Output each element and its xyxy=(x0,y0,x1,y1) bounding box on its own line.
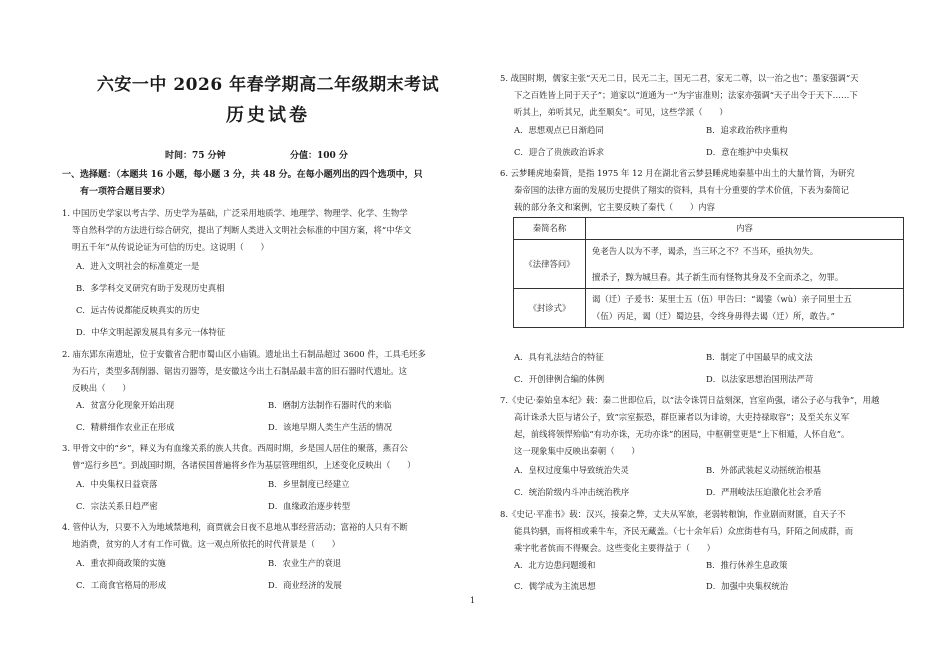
question-1 xyxy=(62,205,474,256)
option[interactable]: D．加强中央集权统治 xyxy=(706,581,789,591)
table-cell-content xyxy=(586,289,904,328)
option[interactable]: A．贫富分化现象开始出现 xyxy=(76,400,175,410)
table-cell-name: 《法律答问》 xyxy=(514,240,586,289)
question-line: 4. 管仲认为，只要不入为地域禁地利，商贾就会日夜不息地从事经营活动；富裕的人只有不断 xyxy=(62,522,408,532)
exam-score: 分值：100 分 xyxy=(290,151,348,161)
option[interactable]: B．追求政治秩序重构 xyxy=(706,125,788,135)
question-6 xyxy=(500,165,910,216)
table-cell-line: 谒（迁）子爰书：某里士五（伍）甲告曰：“谒鋈（wù）亲子同里士五 xyxy=(592,294,852,304)
section-heading xyxy=(62,167,474,201)
table-header-name: 秦简名称 xyxy=(514,218,586,240)
option[interactable]: A．北方边患问题缓和 xyxy=(514,560,596,570)
option[interactable]: C．儒学成为主流思想 xyxy=(514,581,596,591)
question-line: 乘字牝者傧而不得聚会。这些变化主要得益于（ ） xyxy=(514,543,715,553)
exam-title: 六安一中 2026 年春学期高二年级期末考试 xyxy=(96,75,440,95)
option[interactable]: A．进入文明社会的标准奠定一是 xyxy=(76,261,200,271)
table-cell-content xyxy=(586,240,904,289)
question-line: 明五千年”从传说论证为可信的历史。这说明（ ） xyxy=(72,242,269,252)
table-cell-line: 免老告人以为不孝，谒杀，当三环之不？不当环，亟执勿失。 xyxy=(592,246,819,256)
option[interactable]: A．思想观点已日渐趋同 xyxy=(514,125,604,135)
option[interactable]: C．宗法关系日趋严密 xyxy=(76,501,158,511)
question-line: 听其上，弟听其兄，此至顺矣”。可见，这些学派（ ） xyxy=(514,107,728,117)
table-cell-line: （伍）丙足，谒（迁）蜀边县，令终身毋得去谒（迁）所，敢告。” xyxy=(592,311,835,321)
question-line: 这一现象集中反映出秦朝（ ） xyxy=(514,446,640,456)
question-line: 高计诛杀大臣与诸公子，致“宗室振恐，群臣谏者以为诽谤，大吏持禄取容”；及至关东义军 xyxy=(514,412,850,422)
question-line: 为石片，类型多刮削器、锯齿刃器等，是安徽这今出土石制品最丰富的旧石器时代遗址。这 xyxy=(72,366,407,376)
table-row xyxy=(514,240,904,289)
table-row xyxy=(514,289,904,328)
question-5 xyxy=(500,70,910,121)
option[interactable]: D．严刑峻法压迫激化社会矛盾 xyxy=(706,487,822,497)
table-row xyxy=(514,218,904,240)
question-3 xyxy=(62,440,474,474)
exam-subject: 历史试卷 xyxy=(226,105,310,126)
question-line: 地消费，贫穷的人才有工作可做。这一观点所依托的时代背景是（ ） xyxy=(72,539,340,549)
question-line: 曾“巡行乡邑”。到战国时期，各诸侯国普遍将乡作为基层管理组织，上述变化反映出（ ） xyxy=(72,460,416,470)
section-heading-line2: 有一项符合题目要求） xyxy=(80,187,171,197)
option[interactable]: B．多学科交叉研究有助于发现历史真相 xyxy=(76,283,225,293)
question-4 xyxy=(62,519,474,553)
option[interactable]: B．磨制方法制作石器时代的来临 xyxy=(268,400,392,410)
option[interactable]: B．乡里制度已经建立 xyxy=(268,479,350,489)
question-line: 1. 中国历史学家以考古学、历史学为基础，广泛采用地质学、地理学、物理学、化学、生物学 xyxy=(62,208,408,218)
question-line: 3. 甲骨文中的“乡”，释义为有血缘关系的族人共食。西周时期，乡是国人居住的聚落，燕召公 xyxy=(62,443,408,453)
option[interactable]: C．精耕细作农业正在形成 xyxy=(76,422,175,432)
question-line: 秦帝国的法律方面的发展历史提供了翔实的资料，具有十分重要的学术价值，下表为秦简记 xyxy=(514,185,849,195)
table-header-content: 内容 xyxy=(586,218,904,240)
page-number: 1 xyxy=(470,596,476,605)
section-heading-line1: 一、选择题：（本题共 16 小题，每小题 3 分，共 48 分。在每小题列出的四个选项中，只 xyxy=(62,170,423,180)
option[interactable]: D．血缘政治逐步转型 xyxy=(268,501,351,511)
question-line: 能具钧驷，而将相或乘牛车，齐民无藏盖。（七十余年后）众庶街巷有马，阡陌之间成群，而 xyxy=(514,526,854,536)
question-line: 下之百姓皆上同于天子”；道家以“道通为一”为宇宙准则；法家亦强调“天子出令于天下……下 xyxy=(514,90,858,100)
question-line: 2. 庙东郢东南遗址，位于安徽省合肥市蜀山区小庙镇。遗址出土石制品超过 3600 件，工具毛坯多 xyxy=(62,349,426,359)
question-2 xyxy=(62,346,474,397)
table-cell-line: 擅杀子，黥为城旦舂。其子新生而有怪物其身及不全而杀之，勿罪。 xyxy=(592,272,844,282)
table-cell-name: 《封诊式》 xyxy=(514,289,586,328)
option[interactable]: C．迎合了贵族政治诉求 xyxy=(514,147,605,157)
question-line: 等自然科学的方法进行综合研究，提出了判断人类进入文明社会标准的中国方案，将“中华文 xyxy=(72,225,412,235)
qin-slips-table xyxy=(513,217,904,328)
option[interactable]: A．具有礼法结合的特征 xyxy=(514,352,604,362)
option[interactable]: D．意在维护中央集权 xyxy=(706,147,789,157)
question-line: 8.《史记·平准书》载：汉兴，接秦之弊，丈夫从军旅，老弱转粮饷，作业剧而财匮，自天子不 xyxy=(500,509,846,519)
exam-time: 时间：75 分钟 xyxy=(165,151,226,161)
option[interactable]: A．中央集权日益衰落 xyxy=(76,479,158,489)
option[interactable]: C．开创律例合编的体例 xyxy=(514,374,605,384)
question-line: 6. 云梦睡虎地秦简，是指 1975 年 12 月在湖北省云梦县睡虎地秦墓中出土的大量竹简，为研究 xyxy=(500,168,855,178)
question-line: 反映出（ ） xyxy=(72,383,131,393)
question-8 xyxy=(500,506,910,557)
option[interactable]: C．远古传说都能反映真实的历史 xyxy=(76,305,200,315)
question-7 xyxy=(500,392,910,460)
option[interactable]: A．皇权过度集中导致统治失灵 xyxy=(514,465,629,475)
option[interactable]: B．推行休养生息政策 xyxy=(706,560,788,570)
question-line: 7.《史记·秦始皇本纪》载：秦二世即位后，以“法令诛罚日益刻深，宫室尚强，诸公子必与我争”，用越 xyxy=(500,395,880,405)
option[interactable]: A．重农抑商政策的实施 xyxy=(76,558,166,568)
option[interactable]: C．工商食官格局的形成 xyxy=(76,580,167,590)
option[interactable]: B．农业生产的衰退 xyxy=(268,558,342,568)
option[interactable]: D．以法家思想治国刑法严苛 xyxy=(706,374,814,384)
option[interactable]: D．商业经济的发展 xyxy=(268,580,342,590)
question-line: 5. 战国时期，儒家主张“天无二日，民无二主，国无二君，家无二尊，以一治之也”；墨家强调“天 xyxy=(500,73,859,83)
question-line: 起，前线将领悍殆临“有功亦诛，无功亦诛”的困局，中枢朝堂更是“上下相遁，人怀自危”。 xyxy=(514,429,850,439)
option[interactable]: B．制定了中国最早的成文法 xyxy=(706,352,813,362)
question-line: 载的部分条文和案例，它主要反映了秦代（ ）内容 xyxy=(514,202,715,212)
option[interactable]: B．外部武装起义动摇统治根基 xyxy=(706,465,822,475)
option[interactable]: D．该地早期人类生产生活的情况 xyxy=(268,422,392,432)
option[interactable]: D．中华文明起源发展具有多元一体特征 xyxy=(76,327,226,337)
option[interactable]: C．统治阶级内斗冲击统治秩序 xyxy=(514,487,630,497)
